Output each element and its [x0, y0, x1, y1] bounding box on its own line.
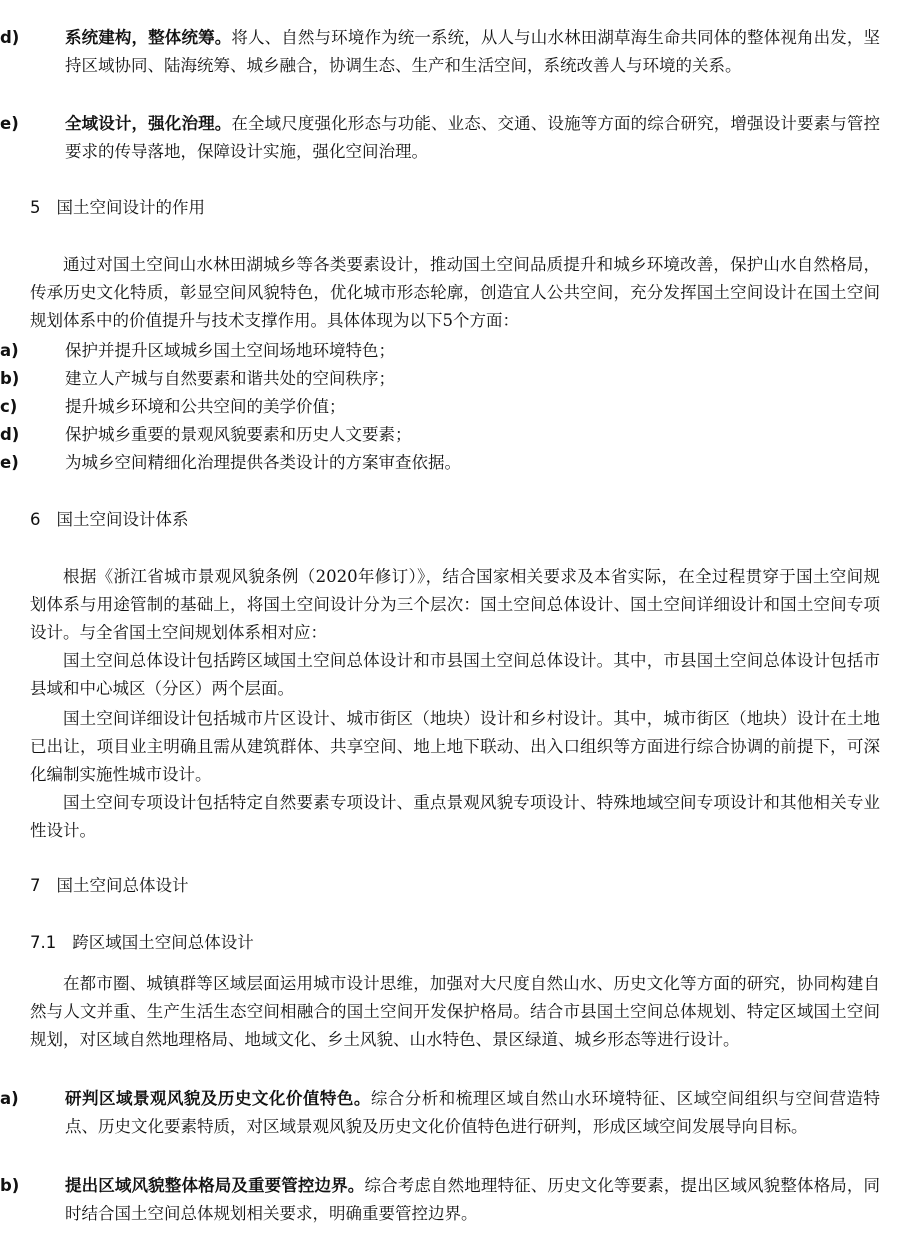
list-item-b [0, 1172, 881, 1228]
list-item-bold: 研判区域景观风貌及历史文化价值特色。 [65, 1089, 371, 1108]
list-item [0, 337, 880, 365]
list-item-d [0, 24, 881, 80]
section-7-heading [30, 872, 189, 900]
list-item-text: 建立人产城与自然要素和谐共处的空间秩序； [65, 369, 395, 388]
list-label: d) [0, 425, 20, 444]
section-title: 国土空间设计的作用 [56, 198, 205, 217]
list-label: c) [0, 397, 18, 416]
section-5-paragraph: 通过对国土空间山水林田湖城乡等各类要素设计，推动国土空间品质提升和城乡环境改善，保护山水自然格局，传承历史文化特质，彰显空间风貌特色，优化城市形态轮廓，创造宜人公共空间，充分发挥国土空间设计在国土空间规划体系中的价值提升与技术支撑作用。具体体现为以下5个方面： [30, 255, 880, 330]
list-item-text: 将人、自然与环境作为统一系统，从人与山水林田湖草海生命共同体的整体视角出发，坚持区域协同、陆海统筹、城乡融合，协调生态、生产和生活空间，系统改善人与环境的关系。 [65, 28, 881, 75]
section-6-paragraph: 国土空间详细设计包括城市片区设计、城市街区（地块）设计和乡村设计。其中，城市街区（地块）设计在土地已出让，项目业主明确且需从建筑群体、共享空间、地上地下联动、出入口组织等方面进行综合协调的前提下，可深化编制实施性城市设计。 [30, 709, 880, 784]
section-number: 7 [30, 876, 41, 895]
list-label: a) [0, 1089, 19, 1108]
list-item [0, 393, 880, 421]
section-7-1-heading [30, 929, 254, 957]
section-title: 国土空间设计体系 [56, 510, 189, 529]
list-item-e [0, 110, 881, 166]
list-item-bold: 提出区域风貌整体格局及重要管控边界。 [65, 1176, 365, 1195]
section-number: 5 [30, 198, 41, 217]
section-5-heading [30, 194, 205, 222]
list-label: b) [0, 369, 20, 388]
list-item-a [0, 1085, 881, 1141]
list-item-text: 在全域尺度强化形态与功能、业态、交通、设施等方面的综合研究，增强设计要素与管控要求的传导落地，保障设计实施，强化空间治理。 [65, 114, 881, 161]
list-item-text: 保护城乡重要的景观风貌要素和历史人文要素； [65, 425, 412, 444]
list-label: e) [0, 114, 19, 133]
list-item-bold: 系统建构，整体统筹。 [65, 28, 232, 47]
section-title: 国土空间总体设计 [56, 876, 189, 895]
list-item-text: 保护并提升区域城乡国土空间场地环境特色； [65, 341, 395, 360]
list-item [0, 365, 880, 393]
list-label: a) [0, 341, 19, 360]
list-item-text: 综合分析和梳理区域自然山水环境特征、区域空间组织与空间营造特点、历史文化要素特质，对区域景观风貌及历史文化价值特色进行研判，形成区域空间发展导向目标。 [65, 1089, 881, 1136]
list-item-bold: 全域设计，强化治理。 [65, 114, 232, 133]
list-label: d) [0, 28, 20, 47]
list-item [0, 449, 880, 477]
section-6-paragraph: 根据《浙江省城市景观风貌条例（2020年修订）》，结合国家相关要求及本省实际，在全过程贯穿于国土空间规划体系与用途管制的基础上，将国土空间设计分为三个层次：国土空间总体设计、国土空间详细设计和国土空间专项设计。与全省国土空间规划体系相对应： [30, 567, 880, 642]
section-6-paragraph: 国土空间专项设计包括特定自然要素专项设计、重点景观风貌专项设计、特殊地域空间专项设计和其他相关专业性设计。 [30, 793, 880, 840]
list-item-text: 综合考虑自然地理特征、历史文化等要素，提出区域风貌整体格局，同时结合国土空间总体规划相关要求，明确重要管控边界。 [65, 1176, 881, 1223]
list-item-text: 提升城乡环境和公共空间的美学价值； [65, 397, 346, 416]
list-item [0, 421, 880, 449]
list-label: e) [0, 453, 19, 472]
section-7-1-paragraph: 在都市圈、城镇群等区域层面运用城市设计思维，加强对大尺度自然山水、历史文化等方面的研究，协同构建自然与人文并重、生产生活生态空间相融合的国土空间开发保护格局。结合市县国土空间总体规划、特定区域国土空间规划，对区域自然地理格局、地域文化、乡土风貌、山水特色、景区绿道、城乡形态等进行设计。 [30, 974, 880, 1049]
section-number: 6 [30, 510, 41, 529]
section-title: 跨区域国土空间总体设计 [72, 933, 254, 952]
section-6-heading [30, 506, 189, 534]
list-label: b) [0, 1176, 20, 1195]
section-number: 7.1 [30, 933, 57, 952]
list-item-text: 为城乡空间精细化治理提供各类设计的方案审查依据。 [65, 453, 461, 472]
section-6-paragraph: 国土空间总体设计包括跨区域国土空间总体设计和市县国土空间总体设计。其中，市县国土空间总体设计包括市县域和中心城区（分区）两个层面。 [30, 651, 880, 698]
